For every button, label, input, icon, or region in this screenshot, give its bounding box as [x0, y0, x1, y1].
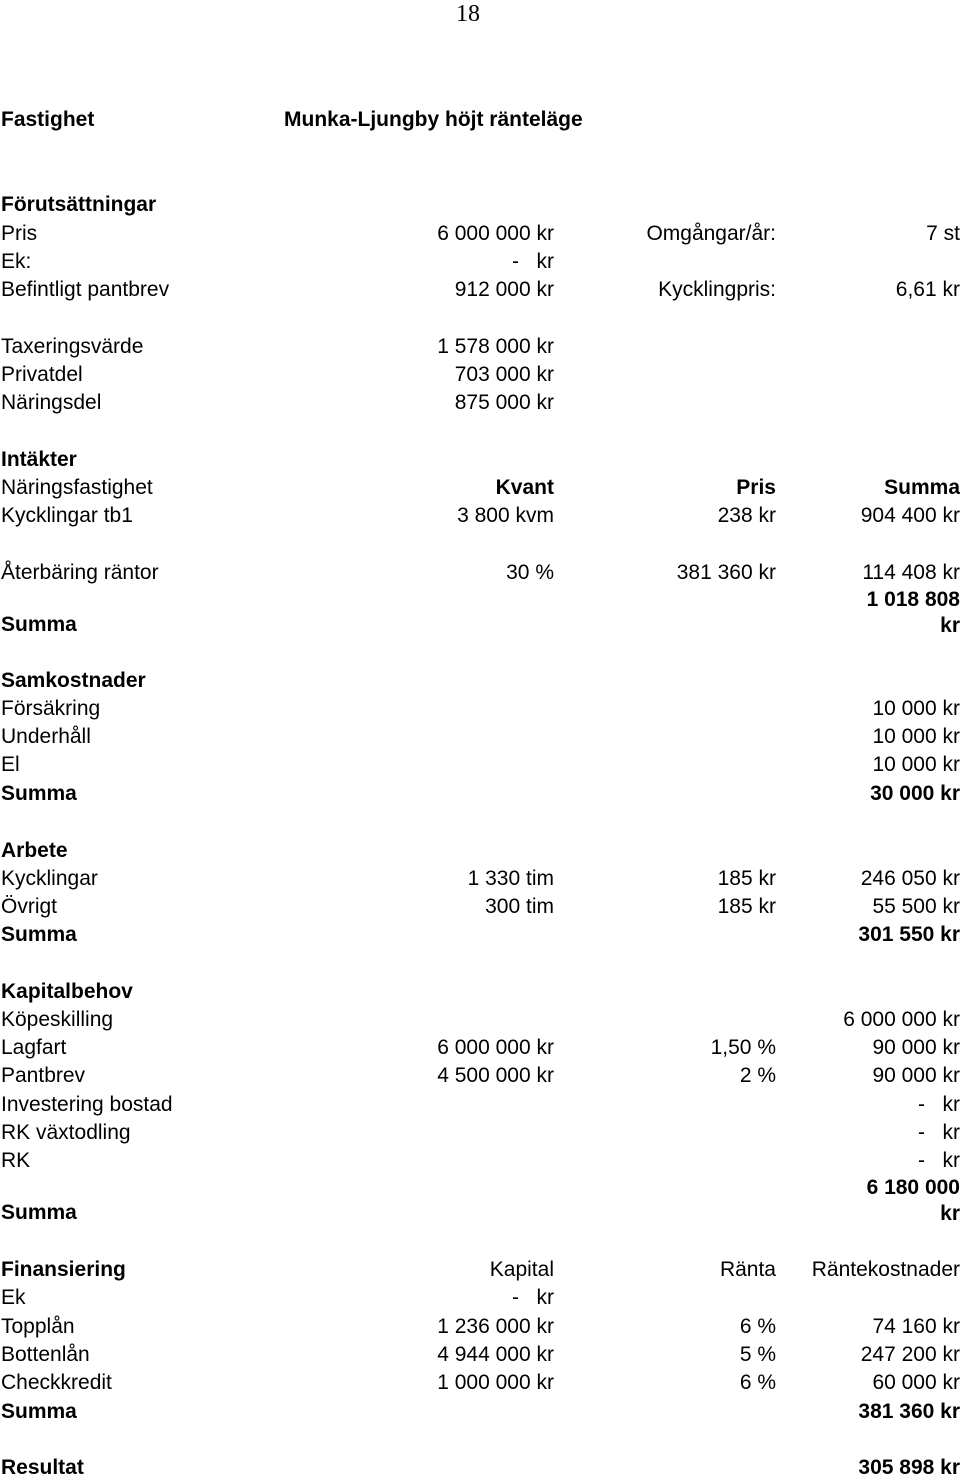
row-sum: 90 000 kr	[872, 1036, 960, 1059]
resultat-value: 305 898 kr	[858, 1456, 960, 1479]
row-label-2: Kycklingpris:	[658, 278, 776, 301]
row-qty: 3 800 kvm	[457, 504, 554, 527]
resultat-label: Resultat	[1, 1456, 84, 1479]
row-label: Underhåll	[1, 725, 91, 748]
section-heading-label: Samkostnader	[1, 669, 146, 692]
row-sum: 114 408 kr	[862, 561, 960, 584]
row-price: 185 kr	[717, 867, 776, 890]
table-row	[0, 1369, 960, 1397]
table-row	[0, 1147, 960, 1175]
summa-label: Summa	[1, 923, 77, 946]
summa-label: Summa	[1, 782, 77, 805]
row-label: Pris	[1, 222, 38, 245]
column-header-kvant: Kvant	[495, 476, 554, 499]
table-row	[0, 751, 960, 779]
row-sum: - kr	[918, 1093, 960, 1116]
header-label: Fastighet	[1, 108, 95, 131]
row-label: Köpeskilling	[1, 1008, 114, 1031]
summa-row	[0, 780, 960, 808]
table-row	[0, 723, 960, 751]
table-row	[0, 1034, 960, 1062]
row-label: Övrigt	[1, 895, 58, 918]
table-header-row	[0, 1256, 960, 1284]
row-qty: - kr	[512, 1286, 554, 1309]
section-heading-label: Arbete	[1, 839, 68, 862]
column-header-pris: Pris	[736, 476, 776, 499]
row-label: Topplån	[1, 1315, 75, 1338]
column-header-kapital: Kapital	[489, 1258, 554, 1281]
section-heading-kapitalbehov	[0, 978, 960, 1006]
row-value: 703 000 kr	[454, 363, 554, 386]
table-row	[0, 893, 960, 921]
row-price: 1,50 %	[710, 1036, 776, 1059]
row-sum: 10 000 kr	[872, 725, 960, 748]
row-value: 6 000 000 kr	[437, 222, 554, 245]
row-sum: 247 200 kr	[860, 1343, 960, 1366]
section-heading-arbete	[0, 837, 960, 865]
section-heading-samkostnader	[0, 667, 960, 695]
row-qty: 300 tim	[485, 895, 554, 918]
column-header-ranta: Ränta	[719, 1258, 776, 1281]
row-label: Försäkring	[1, 697, 101, 720]
table-row	[0, 1313, 960, 1341]
table-row	[0, 559, 960, 587]
summa-row	[0, 1174, 960, 1228]
table-row	[0, 333, 960, 361]
section-heading-forutsattningar	[0, 191, 960, 219]
column-header-rantekostnader: Räntekostnader	[811, 1258, 960, 1281]
row-label: Återbäring räntor	[1, 561, 159, 584]
row-price: 2 %	[739, 1064, 776, 1087]
section-heading-finansiering: Finansiering	[1, 1258, 126, 1281]
row-sum: 74 160 kr	[872, 1315, 960, 1338]
row-label: Kycklingar tb1	[1, 504, 133, 527]
row-label: Privatdel	[1, 363, 83, 386]
table-row	[0, 220, 960, 248]
section-heading-label: Kapitalbehov	[1, 980, 133, 1003]
row-sum: 90 000 kr	[872, 1064, 960, 1087]
table-row	[0, 1341, 960, 1369]
row-label: RK	[1, 1149, 31, 1172]
row-qty: 1 330 tim	[467, 867, 554, 890]
row-price: 185 kr	[717, 895, 776, 918]
row-value: 1 578 000 kr	[437, 335, 554, 358]
row-price: 6 %	[739, 1371, 776, 1394]
summa-label: Summa	[1, 1201, 77, 1224]
table-row	[0, 276, 960, 304]
row-price: 5 %	[739, 1343, 776, 1366]
row-value: 875 000 kr	[454, 391, 554, 414]
row-price: 6 %	[739, 1315, 776, 1338]
row-label-2: Omgångar/år:	[646, 222, 776, 245]
table-row	[0, 502, 960, 530]
summa-row	[0, 1398, 960, 1426]
row-label: Näringsdel	[1, 391, 102, 414]
row-sum: 55 500 kr	[872, 895, 960, 918]
summa-label: Summa	[1, 613, 77, 636]
row-value-2: 6,61 kr	[895, 278, 960, 301]
row-label: Ek	[1, 1286, 26, 1309]
row-value: - kr	[512, 250, 554, 273]
table-row	[0, 695, 960, 723]
summa-label: Summa	[1, 1400, 77, 1423]
table-row	[0, 1062, 960, 1090]
row-qty: 1 236 000 kr	[437, 1315, 554, 1338]
row-qty: 6 000 000 kr	[437, 1036, 554, 1059]
column-header-summa: Summa	[884, 476, 960, 499]
table-row	[0, 389, 960, 417]
row-label: RK växtodling	[1, 1121, 131, 1144]
row-value: 912 000 kr	[454, 278, 554, 301]
row-label: Investering bostad	[1, 1093, 173, 1116]
row-qty: 30 %	[506, 561, 554, 584]
row-label: Bottenlån	[1, 1343, 90, 1366]
row-sum: - kr	[918, 1121, 960, 1144]
summa-value-line2: kr	[940, 614, 960, 637]
row-sum: 10 000 kr	[872, 753, 960, 776]
section-heading-label: Intäkter	[1, 448, 77, 471]
table-header-row	[0, 474, 960, 502]
row-sum: 246 050 kr	[860, 867, 960, 890]
page-title: Munka-Ljungby höjt ränteläge	[284, 108, 583, 131]
summa-value-line1: 1 018 808	[866, 588, 960, 611]
row-sum: 904 400 kr	[860, 504, 960, 527]
table-row	[0, 1119, 960, 1147]
row-label: Ek:	[1, 250, 32, 273]
row-sum: 60 000 kr	[872, 1371, 960, 1394]
table-row	[0, 361, 960, 389]
row-value-2: 7 st	[926, 222, 960, 245]
row-label: Kycklingar	[1, 867, 98, 890]
row-sum: 10 000 kr	[872, 697, 960, 720]
table-row	[0, 1091, 960, 1119]
section-heading-intakter	[0, 446, 960, 474]
row-label: Taxeringsvärde	[1, 335, 144, 358]
summa-row	[0, 921, 960, 949]
page-number: 18	[456, 1, 480, 27]
row-label: Pantbrev	[1, 1064, 86, 1087]
row-label: Näringsfastighet	[1, 476, 153, 499]
summa-value-line1: 6 180 000	[866, 1176, 960, 1199]
table-row	[0, 248, 960, 276]
row-price: 381 360 kr	[676, 561, 776, 584]
summa-row	[0, 586, 960, 640]
summa-value: 301 550 kr	[858, 923, 960, 946]
row-label: Lagfart	[1, 1036, 67, 1059]
table-row	[0, 865, 960, 893]
table-row	[0, 1284, 960, 1312]
row-qty: 4 944 000 kr	[437, 1343, 554, 1366]
row-qty: 4 500 000 kr	[437, 1064, 554, 1087]
row-sum: 6 000 000 kr	[843, 1008, 960, 1031]
row-qty: 1 000 000 kr	[437, 1371, 554, 1394]
summa-value: 30 000 kr	[870, 782, 960, 805]
row-label: El	[1, 753, 20, 776]
summa-value: 381 360 kr	[858, 1400, 960, 1423]
row-label: Befintligt pantbrev	[1, 278, 170, 301]
table-row	[0, 1006, 960, 1034]
row-label: Checkkredit	[1, 1371, 112, 1394]
row-sum: - kr	[918, 1149, 960, 1172]
row-price: 238 kr	[717, 504, 776, 527]
section-heading-label: Förutsättningar	[1, 193, 157, 216]
document-header	[0, 106, 960, 134]
summa-value-line2: kr	[940, 1202, 960, 1225]
